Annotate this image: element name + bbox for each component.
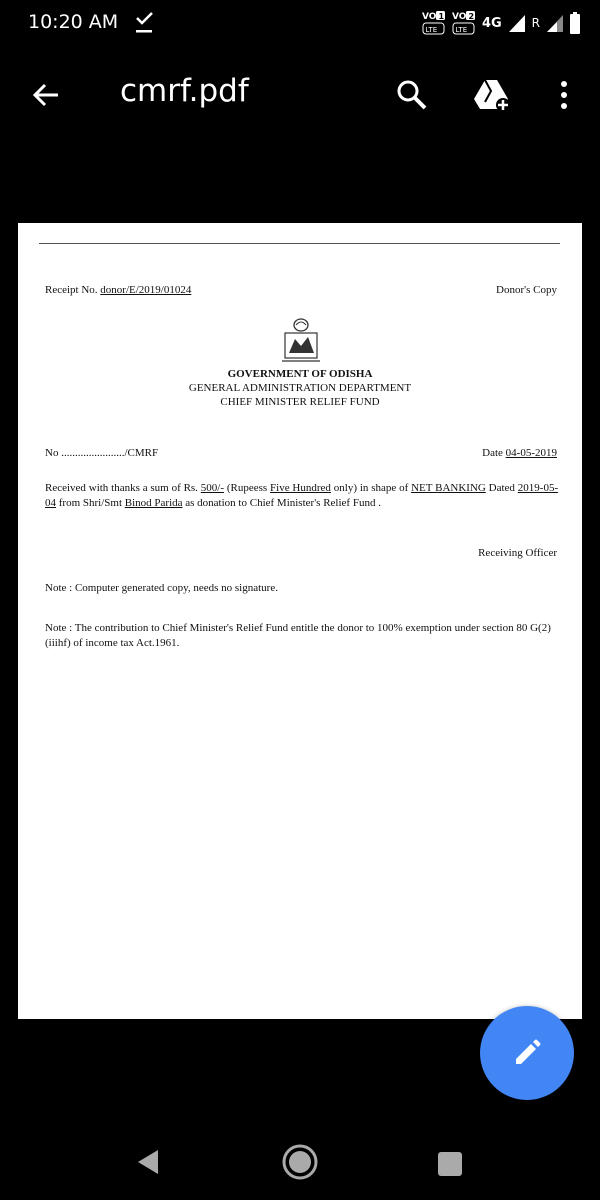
more-vert-icon [559, 80, 569, 110]
more-options-button[interactable] [540, 71, 588, 119]
amount: 500/- [200, 482, 225, 494]
svg-text:2: 2 [468, 12, 475, 21]
receipt-number: donor/E/2019/01024 [100, 284, 192, 296]
body-text: as donation to Chief Minister's Relief Fund . [185, 497, 381, 509]
document-title: cmrf.pdf [120, 73, 249, 109]
status-bar [0, 0, 600, 46]
navigation-bar [0, 1122, 600, 1200]
add-to-drive-button[interactable] [468, 71, 516, 119]
body-text: Received with thanks a sum of Rs. [45, 482, 198, 494]
copy-label: Donor's Copy [496, 284, 557, 296]
dept-heading: GENERAL ADMINISTRATION DEPARTMENT [188, 382, 412, 394]
pdf-page [18, 223, 582, 1019]
app-bar [0, 46, 600, 142]
receipt-label: Receipt No. [45, 284, 98, 296]
transaction-date: 2019-05-04 [45, 482, 559, 509]
status-time: 10:20 AM [28, 11, 119, 33]
edit-pencil-icon [511, 1037, 543, 1069]
back-button[interactable] [22, 71, 70, 119]
signal-2-icon [546, 13, 564, 33]
donor-name: Binod Parida [124, 497, 183, 509]
note-signature: Note : Computer generated copy, needs no signature. [45, 582, 278, 594]
receipt-body [45, 481, 558, 511]
svg-text:1: 1 [438, 12, 445, 21]
status-indicators [422, 8, 580, 38]
body-text: (Rupeess [226, 482, 268, 494]
svg-text:LTE: LTE [425, 26, 438, 34]
drive-add-icon [473, 78, 511, 112]
network-type: 4G [481, 15, 502, 31]
fund-heading: CHIEF MINISTER RELIEF FUND [220, 396, 380, 408]
payment-mode: NET BANKING [411, 482, 486, 494]
receiving-officer: Receiving Officer [478, 547, 557, 559]
receipt-number-line [45, 284, 191, 296]
signal-1-icon [508, 13, 526, 33]
roaming-indicator: R [531, 16, 540, 30]
date-label: Date [482, 447, 503, 459]
note-exemption: Note : The contribution to Chief Minister's Relief Fund entitle the donor to 100% exemption under section 80 G(2)(iiihf) of income tax Act.1961. [45, 622, 551, 649]
battery-icon [570, 12, 580, 34]
nav-back-icon[interactable] [130, 1144, 166, 1180]
search-button[interactable] [388, 71, 436, 119]
body-text: Dated [488, 482, 515, 494]
search-icon [396, 79, 428, 111]
edit-fab-button[interactable] [480, 1006, 574, 1100]
nav-home-icon[interactable] [280, 1142, 320, 1182]
date-value: 04-05-2019 [505, 447, 557, 459]
odisha-emblem-icon [276, 315, 326, 365]
top-rule [39, 243, 560, 244]
gov-heading: GOVERNMENT OF ODISHA [227, 368, 373, 380]
date-line [482, 447, 557, 459]
body-text: only) in shape of [333, 482, 409, 494]
svg-text:VO: VO [451, 12, 467, 22]
reference-number: No ......................./CMRF [45, 447, 159, 459]
body-text: from Shri/Smt [58, 497, 123, 509]
amount-words: Five Hundred [270, 482, 331, 494]
svg-text:VO: VO [421, 12, 437, 22]
svg-text:LTE: LTE [455, 26, 468, 34]
back-arrow-icon [31, 80, 61, 110]
nav-recents-icon[interactable] [436, 1150, 464, 1178]
sim2-volte-icon [452, 9, 476, 37]
sim1-volte-icon [422, 9, 446, 37]
download-complete-icon [134, 10, 154, 36]
